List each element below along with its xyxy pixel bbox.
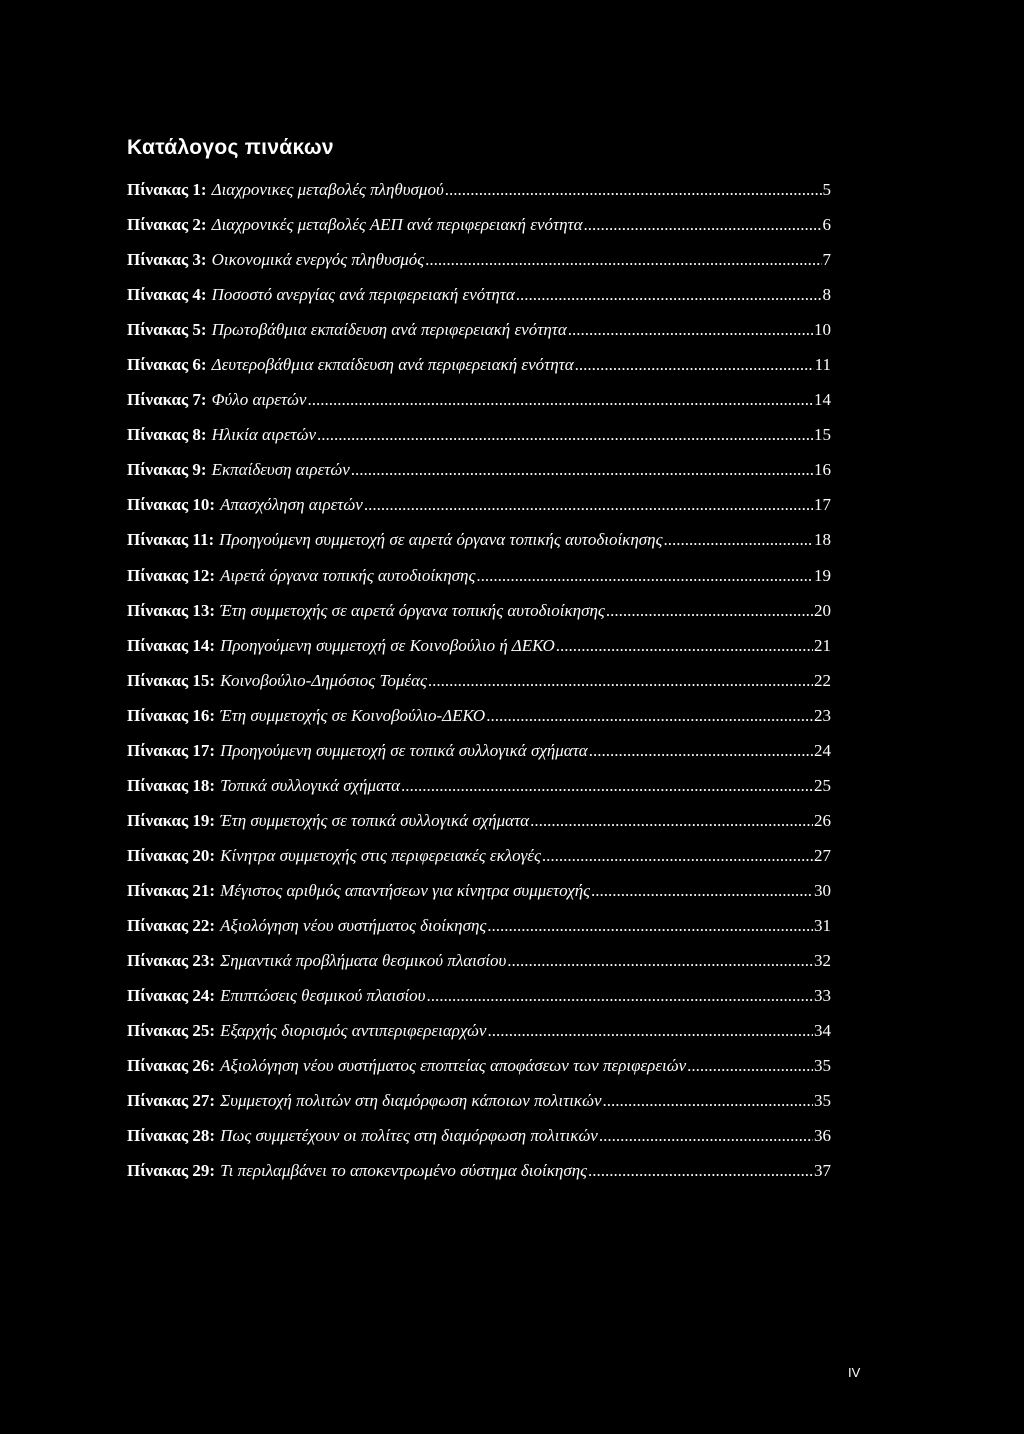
- entry-page-number: 21: [814, 635, 831, 655]
- table-title: Φύλο αιρετών: [211, 390, 307, 410]
- entry-page-number: 26: [814, 810, 831, 830]
- table-label: Πίνακας 5:: [127, 320, 207, 340]
- entry-page-number: 18: [814, 530, 831, 550]
- entry-page-number: 24: [814, 740, 831, 760]
- table-label: Πίνακας 28:: [127, 1126, 216, 1146]
- table-title: Κοινοβούλιο-Δημόσιος Τομέας: [220, 670, 427, 690]
- table-title: Ηλικία αιρετών: [211, 425, 317, 445]
- dot-leader: [606, 601, 813, 621]
- page-title: Κατάλογος πινάκων: [127, 136, 334, 159]
- table-title: Εξαρχής διορισμός αντιπεριφερειαρχών: [220, 1021, 487, 1041]
- table-title: Εκπαίδευση αιρετών: [211, 460, 350, 480]
- table-title: Τοπικά συλλογικά σχήματα: [220, 775, 401, 795]
- table-label: Πίνακας 7:: [127, 390, 207, 410]
- toc-entry[interactable]: [127, 566, 831, 601]
- table-label: Πίνακας 14:: [127, 635, 216, 655]
- table-label: Πίνακας 17:: [127, 740, 216, 760]
- entry-page-number: 34: [814, 1021, 831, 1041]
- dot-leader: [487, 1021, 813, 1041]
- table-label: Πίνακας 18:: [127, 775, 216, 795]
- toc-entry[interactable]: [127, 215, 831, 250]
- table-label: Πίνακας 16:: [127, 705, 216, 725]
- dot-leader: [401, 776, 813, 796]
- page-number: IV: [848, 1365, 861, 1380]
- table-title: Μέγιστος αριθμός απαντήσεων για κίνητρα συμμετοχής: [220, 880, 591, 900]
- dot-leader: [317, 425, 813, 445]
- dot-leader: [530, 811, 813, 831]
- table-title: Έτη συμμετοχής σε αιρετά όργανα τοπικής αυτοδιοίκησης: [220, 600, 605, 620]
- toc-entry[interactable]: [127, 460, 831, 495]
- dot-leader: [603, 1091, 814, 1111]
- table-title: Διαχρονικές μεταβολές ΑΕΠ ανά περιφερειακή ενότητα: [211, 215, 583, 235]
- table-label: Πίνακας 9:: [127, 460, 207, 480]
- toc-entry[interactable]: [127, 180, 831, 215]
- table-label: Πίνακας 3:: [127, 250, 207, 270]
- dot-leader: [556, 636, 813, 656]
- table-title: Αξιολόγηση νέου συστήματος διοίκησης: [220, 915, 487, 935]
- toc-entry[interactable]: [127, 1126, 831, 1161]
- entry-page-number: 16: [814, 460, 831, 480]
- table-title: Ποσοστό ανεργίας ανά περιφερειακή ενότητα: [211, 285, 515, 305]
- dot-leader: [307, 390, 813, 410]
- entry-page-number: 22: [814, 670, 831, 690]
- dot-leader: [588, 1161, 813, 1181]
- entry-page-number: 31: [814, 915, 831, 935]
- entry-page-number: 35: [814, 1091, 831, 1111]
- dot-leader: [428, 671, 813, 691]
- toc-entry[interactable]: [127, 1021, 831, 1056]
- table-label: Πίνακας 8:: [127, 425, 207, 445]
- dot-leader: [364, 495, 813, 515]
- toc-entry[interactable]: [127, 741, 831, 776]
- table-label: Πίνακας 27:: [127, 1091, 216, 1111]
- dot-leader: [589, 741, 813, 761]
- toc-entry[interactable]: [127, 636, 831, 671]
- table-title: Προηγούμενη συμμετοχή σε αιρετά όργανα τοπικής αυτοδιοίκησης: [219, 530, 663, 550]
- entry-page-number: 6: [822, 215, 831, 235]
- table-title: Πως συμμετέχουν οι πολίτες στη διαμόρφωση πολιτικών: [220, 1126, 598, 1146]
- entry-page-number: 15: [814, 425, 831, 445]
- toc-entry[interactable]: [127, 601, 831, 636]
- table-title: Πρωτοβάθμια εκπαίδευση ανά περιφερειακή ενότητα: [211, 320, 567, 340]
- table-title: Διαχρονικες μεταβολές πληθυσμού: [211, 180, 444, 199]
- table-label: Πίνακας 13:: [127, 600, 216, 620]
- dot-leader: [507, 951, 813, 971]
- entry-page-number: 27: [814, 845, 831, 865]
- table-label: Πίνακας 22:: [127, 915, 216, 935]
- dot-leader: [568, 320, 813, 340]
- table-label: Πίνακας 6:: [127, 355, 207, 375]
- entry-page-number: 14: [814, 390, 831, 410]
- entry-page-number: 20: [814, 600, 831, 620]
- entry-page-number: 17: [814, 495, 831, 515]
- table-title: Έτη συμμετοχής σε Κοινοβούλιο-ΔΕΚΟ: [220, 705, 486, 725]
- dot-leader: [599, 1126, 813, 1146]
- entry-page-number: 5: [822, 180, 831, 199]
- toc-entry[interactable]: [127, 495, 831, 530]
- table-label: Πίνακας 15:: [127, 670, 216, 690]
- dot-leader: [542, 846, 813, 866]
- dot-leader: [487, 916, 813, 936]
- table-label: Πίνακας 10:: [127, 495, 216, 515]
- toc-entry[interactable]: [127, 951, 831, 986]
- dot-leader: [575, 355, 814, 375]
- table-label: Πίνακας 21:: [127, 880, 216, 900]
- entry-page-number: 30: [814, 880, 831, 900]
- table-title: Αιρετά όργανα τοπικής αυτοδιοίκησης: [220, 565, 476, 585]
- entry-page-number: 37: [814, 1161, 831, 1181]
- dot-leader: [664, 530, 814, 550]
- table-label: Πίνακας 19:: [127, 810, 216, 830]
- toc-entry[interactable]: [127, 1091, 831, 1126]
- toc-entry[interactable]: [127, 881, 831, 916]
- table-title: Τι περιλαμβάνει το αποκεντρωμένο σύστημα διοίκησης: [220, 1161, 588, 1181]
- toc-entry[interactable]: [127, 986, 831, 1021]
- dot-leader: [427, 986, 814, 1006]
- entry-page-number: 35: [814, 1056, 831, 1076]
- table-label: Πίνακας 12:: [127, 565, 216, 585]
- toc-entry[interactable]: [127, 811, 831, 846]
- toc-entry[interactable]: [127, 425, 831, 460]
- toc-entry[interactable]: [127, 530, 831, 565]
- table-label: Πίνακας 11:: [127, 530, 215, 550]
- entry-page-number: 11: [814, 355, 831, 375]
- toc-entry[interactable]: [127, 1161, 831, 1196]
- table-label: Πίνακας 24:: [127, 986, 216, 1006]
- toc-entry[interactable]: [127, 1056, 831, 1091]
- entry-page-number: 33: [814, 986, 831, 1006]
- table-label: Πίνακας 29:: [127, 1161, 216, 1181]
- table-title: Έτη συμμετοχής σε τοπικά συλλογικά σχήματα: [220, 810, 530, 830]
- table-title: Δευτεροβάθμια εκπαίδευση ανά περιφερειακή ενότητα: [211, 355, 574, 375]
- table-title: Προηγούμενη συμμετοχή σε Κοινοβούλιο ή ΔΕΚΟ: [220, 635, 555, 655]
- table-label: Πίνακας 4:: [127, 285, 207, 305]
- dot-leader: [445, 180, 822, 200]
- dot-leader: [486, 706, 813, 726]
- entry-page-number: 19: [814, 565, 831, 585]
- table-label: Πίνακας 20:: [127, 845, 216, 865]
- table-label: Πίνακας 25:: [127, 1021, 216, 1041]
- table-title: Προηγούμενη συμμετοχή σε τοπικά συλλογικά σχήματα: [220, 740, 588, 760]
- dot-leader: [476, 566, 813, 586]
- entry-page-number: 10: [814, 320, 831, 340]
- toc-entry[interactable]: [127, 390, 831, 425]
- table-label: Πίνακας 2:: [127, 215, 207, 235]
- toc-entry[interactable]: [127, 916, 831, 951]
- dot-leader: [351, 460, 813, 480]
- toc-entry[interactable]: [127, 671, 831, 706]
- table-title: Συμμετοχή πολιτών στη διαμόρφωση κάποιων πολιτικών: [220, 1091, 602, 1111]
- dot-leader: [425, 250, 821, 270]
- table-label: Πίνακας 23:: [127, 951, 216, 971]
- toc-entry[interactable]: [127, 776, 831, 811]
- toc-entry[interactable]: [127, 355, 831, 390]
- entry-page-number: 7: [822, 250, 831, 270]
- toc-entry[interactable]: [127, 250, 831, 285]
- table-title: Αξιολόγηση νέου συστήματος εποπτείας αποφάσεων των περιφερειών: [220, 1056, 687, 1076]
- table-title: Επιπτώσεις θεσμικού πλαισίου: [220, 986, 426, 1006]
- table-of-contents-list: [127, 180, 831, 1196]
- table-title: Οικονομικά ενεργός πληθυσμός: [211, 250, 425, 270]
- dot-leader: [687, 1056, 813, 1076]
- entry-page-number: 8: [822, 285, 831, 305]
- toc-entry[interactable]: [127, 846, 831, 881]
- dot-leader: [591, 881, 813, 901]
- dot-leader: [516, 285, 822, 305]
- table-label: Πίνακας 1:: [127, 180, 207, 199]
- toc-entry[interactable]: [127, 285, 831, 320]
- table-label: Πίνακας 26:: [127, 1056, 216, 1076]
- dot-leader: [584, 215, 822, 235]
- entry-page-number: 32: [814, 951, 831, 971]
- table-title: Σημαντικά προβλήματα θεσμικού πλαισίου: [220, 951, 507, 971]
- entry-page-number: 23: [814, 705, 831, 725]
- entry-page-number: 36: [814, 1126, 831, 1146]
- toc-entry[interactable]: [127, 706, 831, 741]
- entry-page-number: 25: [814, 775, 831, 795]
- toc-entry[interactable]: [127, 320, 831, 355]
- table-title: Κίνητρα συμμετοχής στις περιφερειακές εκλογές: [220, 845, 541, 865]
- table-title: Απασχόληση αιρετών: [220, 495, 363, 515]
